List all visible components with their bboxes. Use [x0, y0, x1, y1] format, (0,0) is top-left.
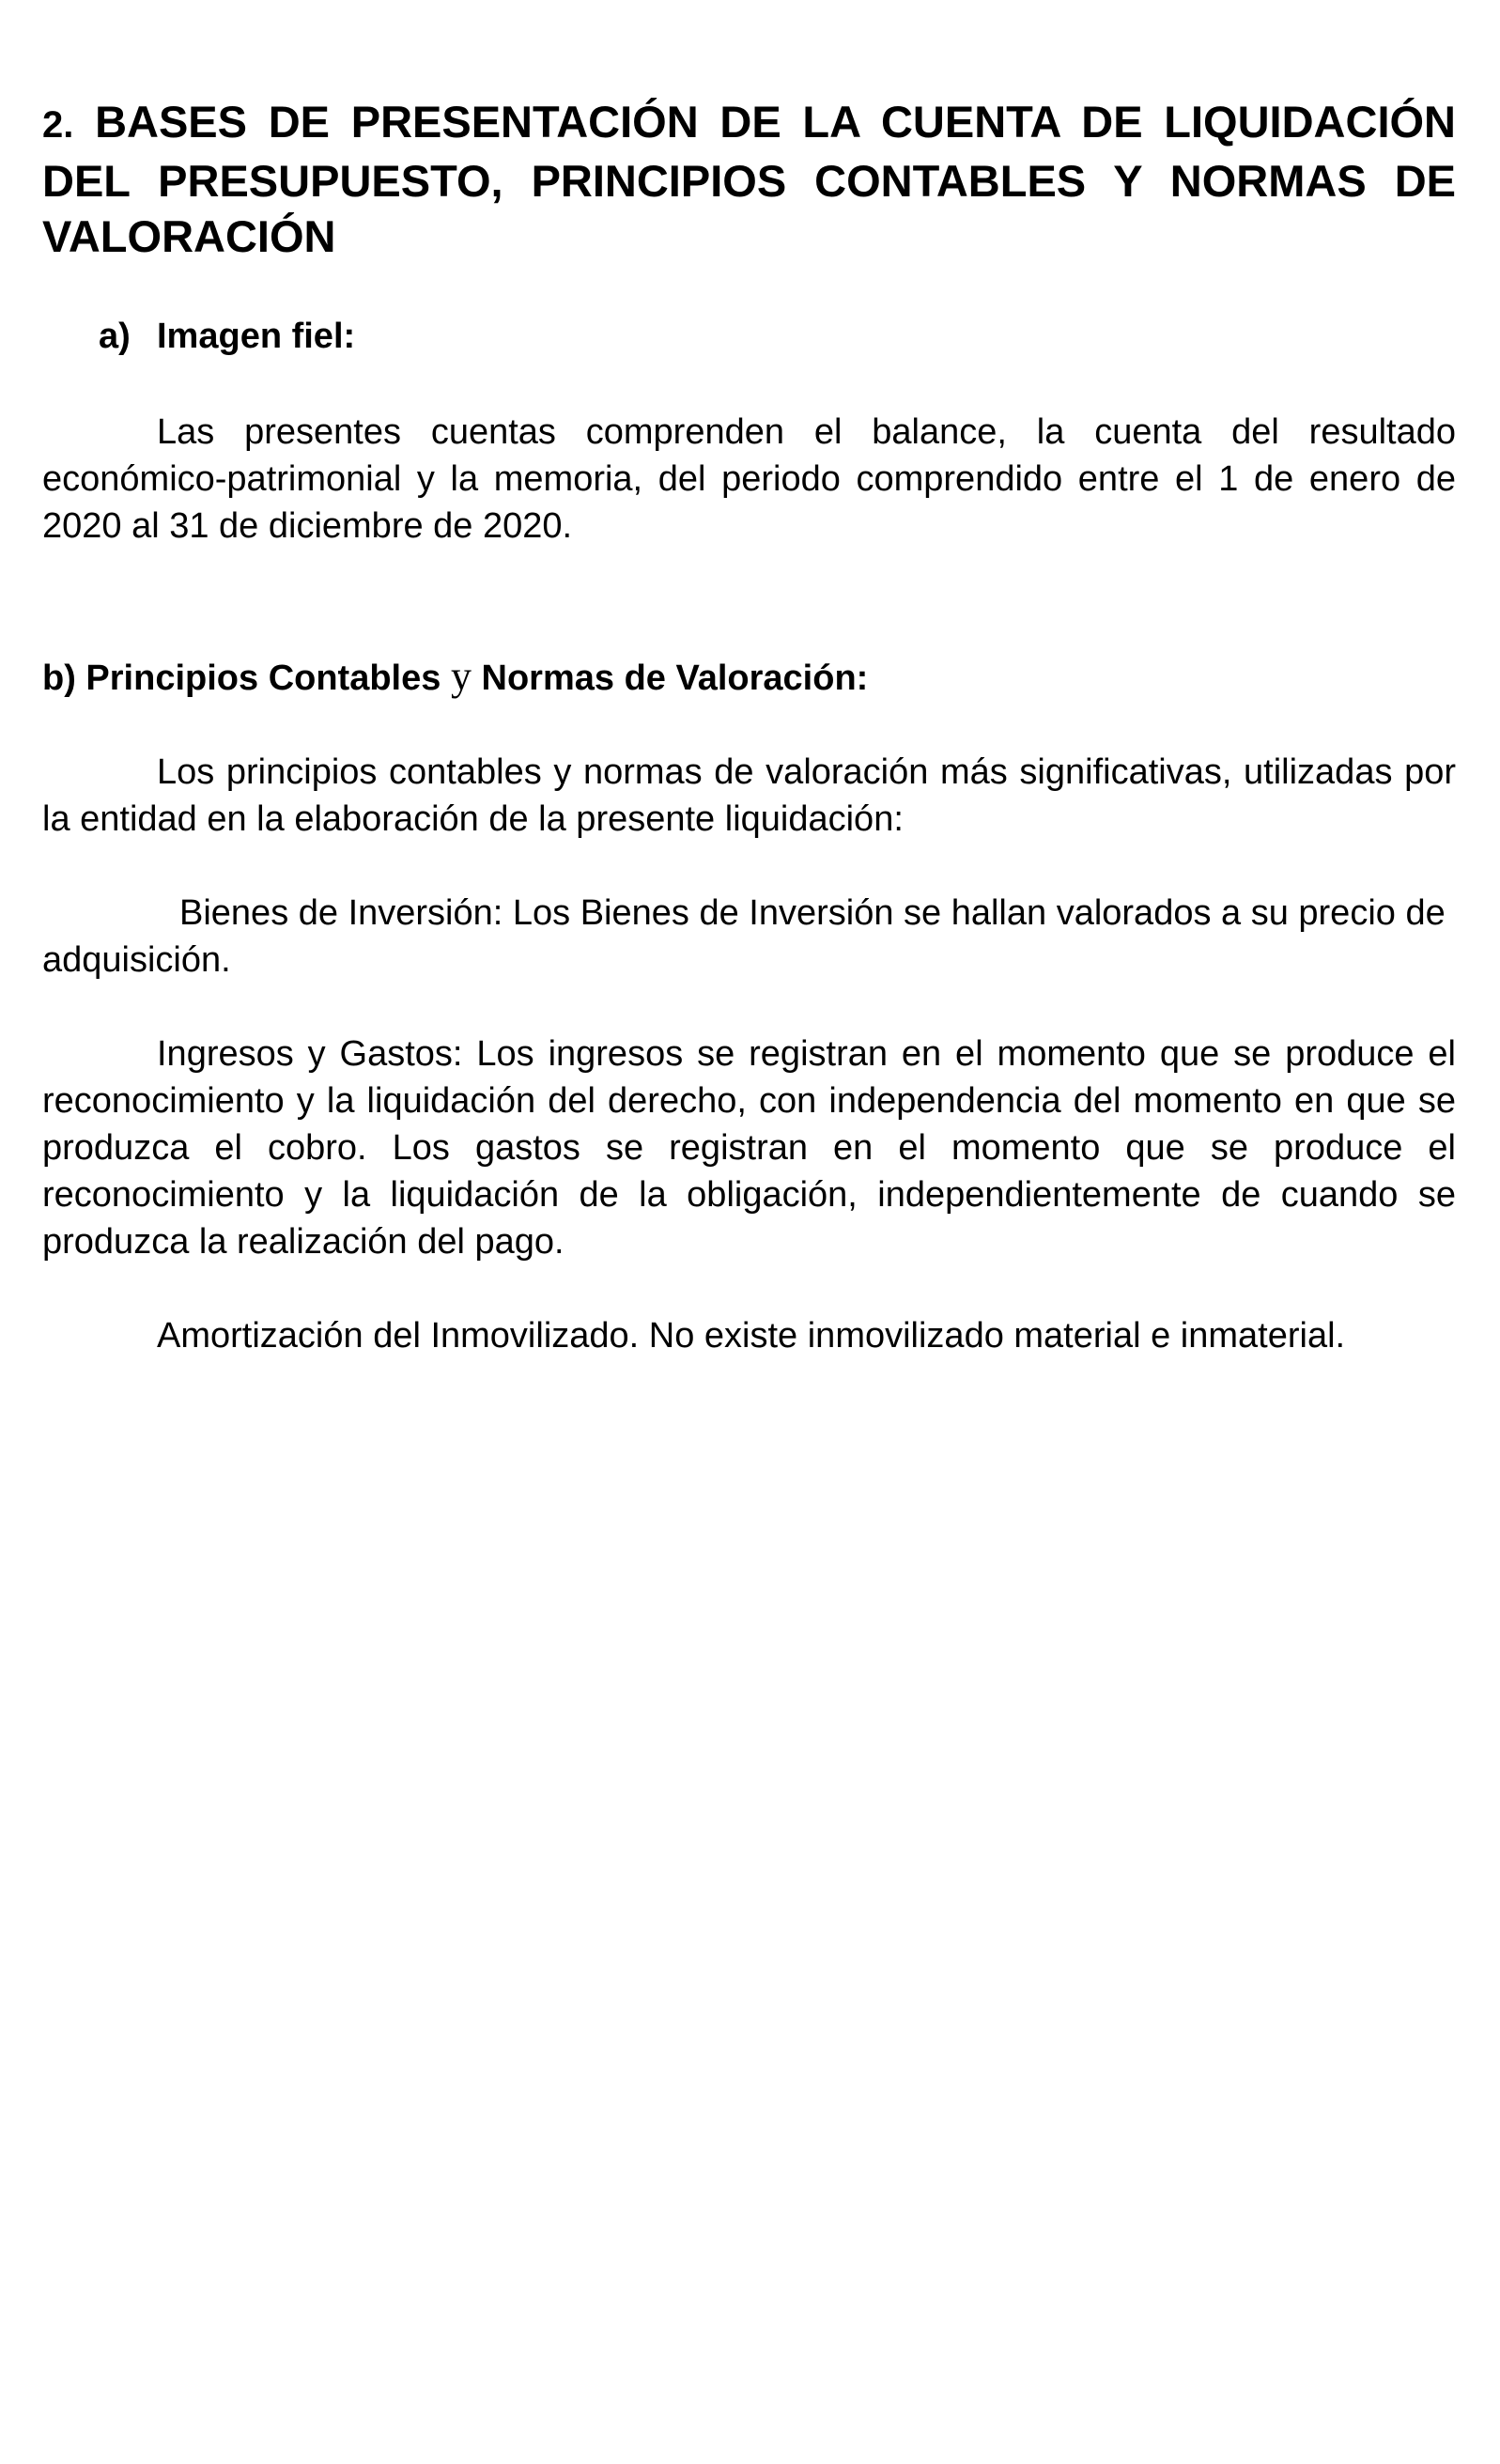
list-marker-a: a) — [99, 317, 131, 356]
paragraph-amortizacion: Amortización del Inmovilizado. No existe inmovilizado material e inmaterial. — [157, 1316, 1346, 1356]
subheading-principios-conjunction: y — [450, 653, 472, 699]
subheading-imagen-fiel — [42, 313, 1456, 360]
subheading-principios-part2: Normas de Valoración: — [481, 659, 869, 698]
paragraph-principios-intro: Los principios contables y normas de valoración más significativas, utilizadas por la entidad en la elaboración de la presente liquidación: — [42, 752, 1456, 839]
section-heading — [42, 94, 1456, 264]
paragraph-imagen-fiel: Las presentes cuentas comprenden el balance, la cuenta del resultado económico-patrimonial y la memoria, del periodo comprendido entre el 1 de enero de 2020 al 31 de diciembre de 2020. — [42, 412, 1456, 546]
section-number: 2. — [42, 104, 74, 146]
subheading-imagen-fiel-label: Imagen fiel: — [157, 317, 356, 356]
paragraph-bienes-inversion: Bienes de Inversión: Los Bienes de Inversión se hallan valorados a su precio de adquisición. — [42, 893, 1446, 980]
document-page — [42, 94, 1456, 1359]
subheading-principios — [42, 653, 1456, 702]
subheading-principios-part1: b) Principios Contables — [42, 659, 441, 698]
paragraph-ingresos-gastos: Ingresos y Gastos: Los ingresos se registran en el momento que se produce el reconocimiento y la liquidación del derecho, con independencia del momento en que se produzca el cobro. Los gastos se registran en el momento que se produce el reconocimiento y la liquidación de la obligación, independientemente de cuando se produzca la realización del pago. — [42, 1034, 1456, 1262]
section-title: BASES DE PRESENTACIÓN DE LA CUENTA DE LIQUIDACIÓN DEL PRESUPUESTO, PRINCIPIOS CONTABLES Y NORMAS DE VALORACIÓN — [42, 97, 1457, 261]
